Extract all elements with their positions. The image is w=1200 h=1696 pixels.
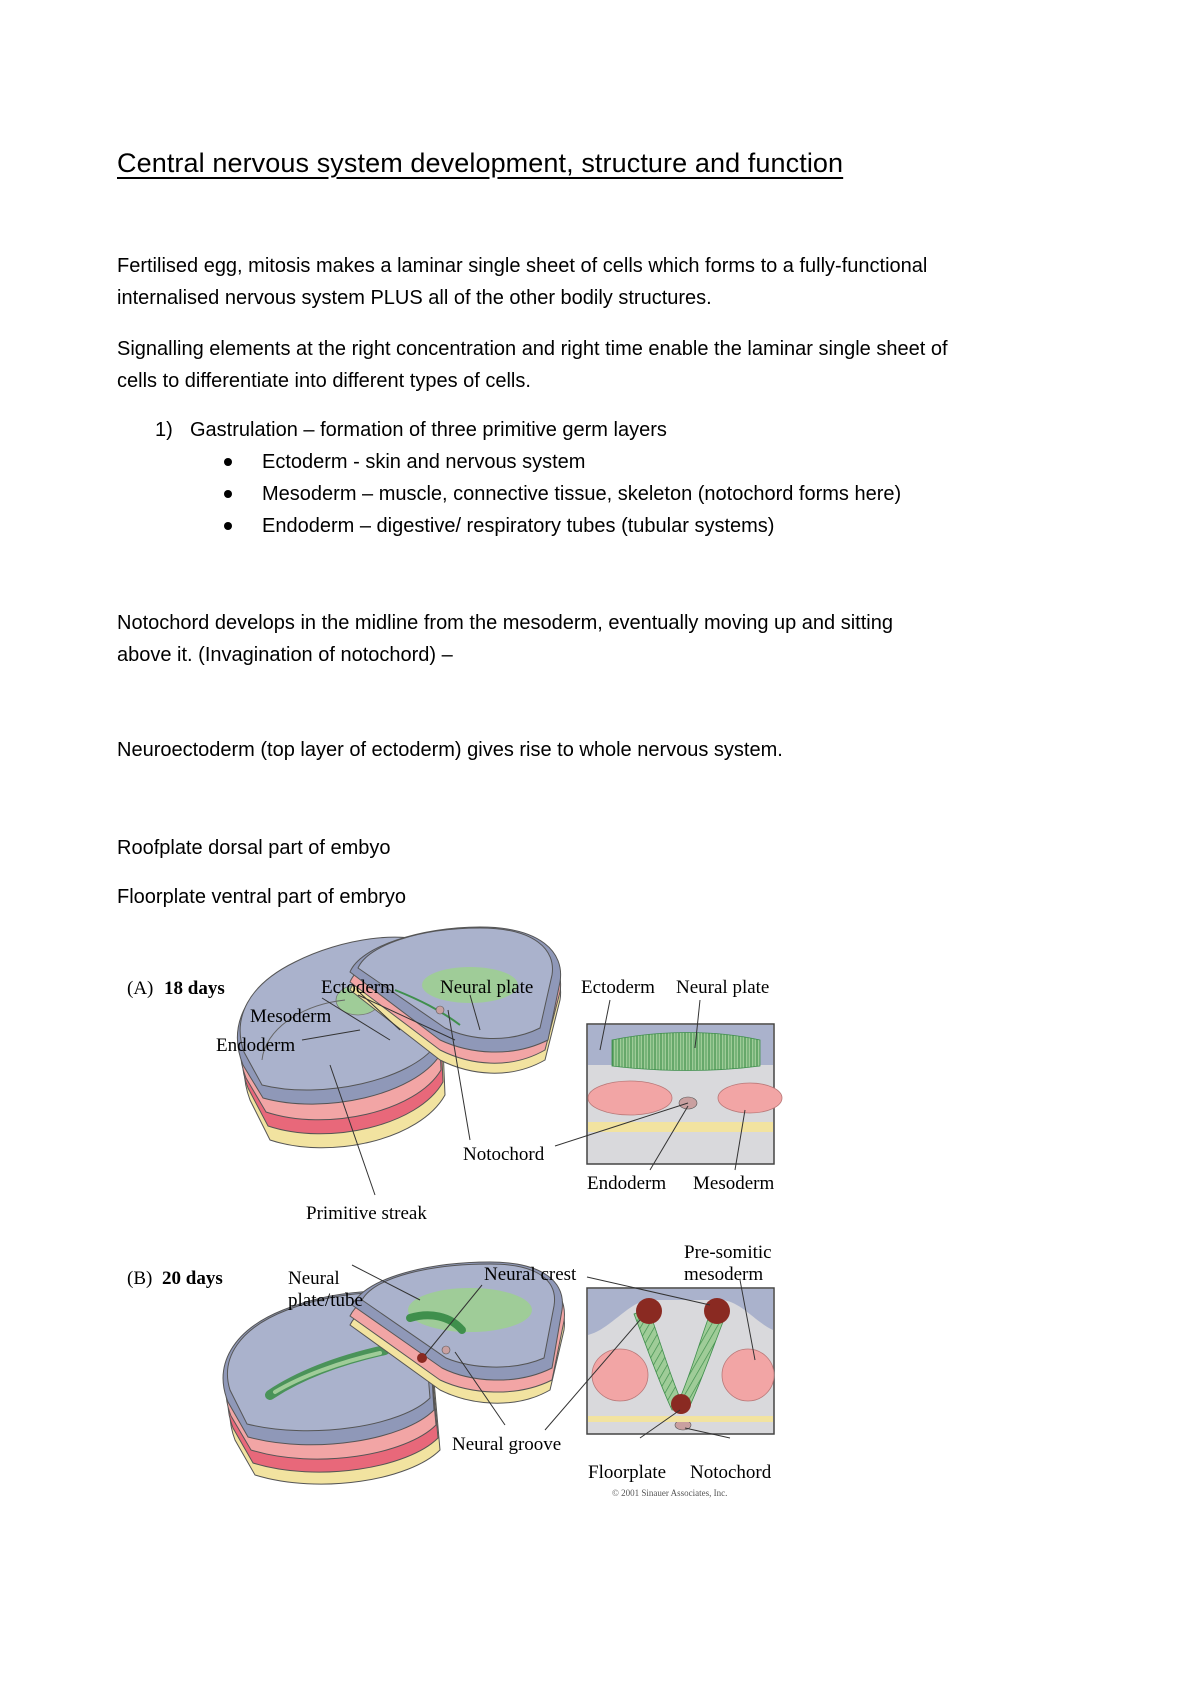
panel-a-inset-neural-plate-label: Neural plate — [676, 977, 770, 998]
panel-a-inset — [587, 1024, 782, 1164]
paragraph-1-line-2: internalised nervous system PLUS all of the other bodily structures. — [117, 287, 712, 309]
panel-b-neural-groove-label: Neural groove — [452, 1434, 562, 1455]
document-title: Central nervous system development, structure and function — [117, 148, 844, 178]
paragraph-3-line-1: Notochord develops in the midline from the mesoderm, eventually moving up and sitting — [117, 612, 893, 634]
panel-b-presomitic-label: Pre-somitic — [684, 1242, 772, 1263]
list-number: 1) — [155, 419, 173, 441]
paragraph-2-line-1: Signalling elements at the right concentration and right time enable the laminar single sheet of — [117, 338, 948, 360]
list-item-gastrulation: Gastrulation – formation of three primitive germ layers — [190, 419, 667, 441]
paragraph-4: Neuroectoderm (top layer of ectoderm) gives rise to whole nervous system. — [117, 739, 783, 761]
panel-a-ectoderm-label: Ectoderm — [321, 977, 395, 998]
panel-b-label: (B) — [127, 1268, 153, 1289]
paragraph-3-line-2: above it. (Invagination of notochord) – — [117, 644, 453, 666]
panel-a-endoderm-label: Endoderm — [216, 1035, 296, 1056]
panel-b — [127, 1242, 774, 1498]
panel-a-neural-plate-label: Neural plate — [440, 977, 534, 998]
panel-a-primitive-streak-label: Primitive streak — [306, 1203, 427, 1224]
panel-a-label: (A) — [127, 978, 154, 999]
panel-a-inset-endoderm-label: Endoderm — [587, 1173, 667, 1194]
paragraph-6: Floorplate ventral part of embryo — [117, 886, 407, 908]
panel-a-days: 18 days — [164, 978, 225, 999]
paragraph-5: Roofplate dorsal part of embyo — [117, 837, 391, 859]
figure-copyright: © 2001 Sinauer Associates, Inc. — [612, 1488, 728, 1498]
panel-a-inset-ectoderm-label: Ectoderm — [581, 977, 655, 998]
panel-a — [127, 927, 782, 1224]
paragraph-2-line-2: cells to differentiate into different types of cells. — [117, 370, 531, 392]
panel-b-mesoderm-label: mesoderm — [684, 1264, 764, 1285]
paragraph-1-line-1: Fertilised egg, mitosis makes a laminar single sheet of cells which forms to a fully-functional — [117, 255, 928, 277]
panel-a-inset-mesoderm-label: Mesoderm — [693, 1173, 775, 1194]
panel-a-mesoderm-label: Mesoderm — [250, 1006, 332, 1027]
panel-b-notochord-label: Notochord — [690, 1462, 772, 1483]
panel-b-neural-crest-label: Neural crest — [484, 1264, 577, 1285]
panel-b-plate-tube-label: plate/tube — [288, 1290, 363, 1311]
bullet-item-endoderm: Endoderm – digestive/ respiratory tubes (tubular systems) — [262, 515, 775, 537]
bullet-item-ectoderm: Ectoderm - skin and nervous system — [262, 451, 586, 473]
bullet-item-mesoderm: Mesoderm – muscle, connective tissue, skeleton (notochord forms here) — [262, 483, 902, 505]
panel-a-notochord-label: Notochord — [463, 1144, 545, 1165]
panel-b-floorplate-label: Floorplate — [588, 1462, 667, 1483]
panel-b-days: 20 days — [162, 1268, 223, 1289]
panel-b-neural-label: Neural — [288, 1268, 340, 1289]
